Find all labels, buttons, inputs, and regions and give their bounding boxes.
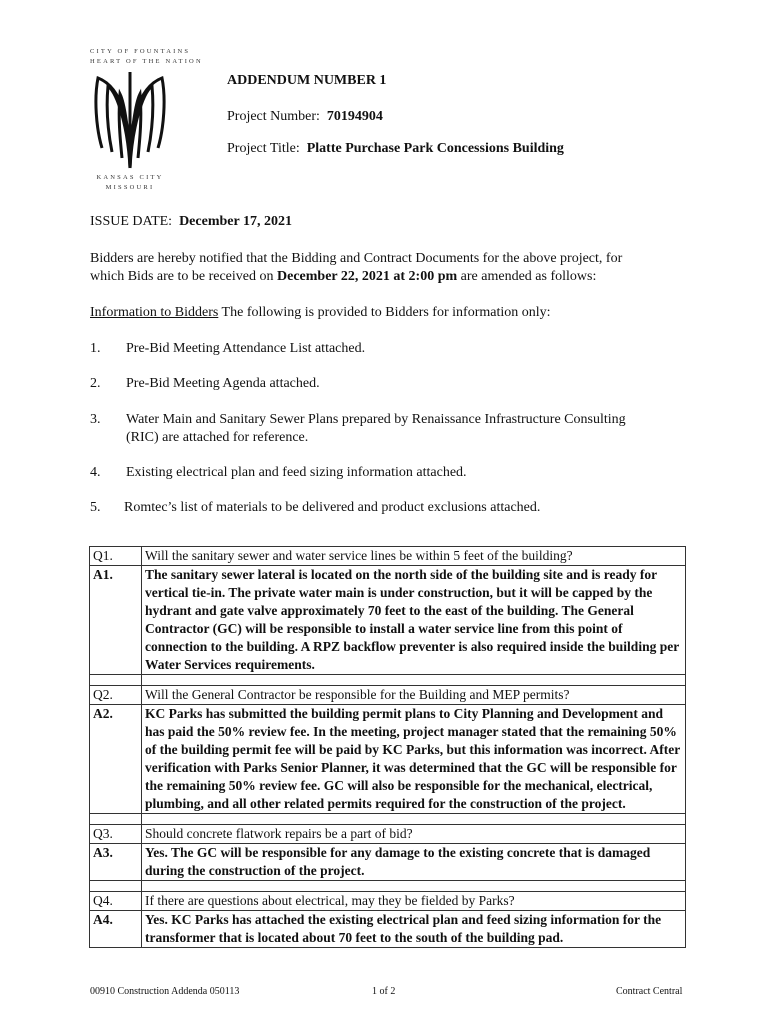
answer-row (90, 566, 686, 675)
fountain-icon (94, 68, 166, 172)
answer-text: Yes. The GC will be responsible for any damage to the existing concrete that is damaged during the construction of the project. (142, 844, 686, 881)
list-item-number: 3. (90, 412, 101, 427)
logo-bottom-line2: MISSOURI (105, 184, 155, 191)
list-item-text: Existing electrical plan and feed sizing information attached. (126, 465, 467, 480)
list-item-text: Romtec’s list of materials to be delivered and product exclusions attached. (124, 500, 541, 515)
question-text: Will the sanitary sewer and water service lines be within 5 feet of the building? (142, 547, 686, 566)
logo-bottom-line1: KANSAS CITY (96, 174, 164, 181)
issue-date-label: ISSUE DATE: (90, 214, 173, 229)
qa-table (89, 546, 686, 948)
notice-paragraph (90, 250, 700, 286)
spacer-row (90, 675, 686, 686)
question-row (90, 892, 686, 911)
answer-label: A3. (90, 844, 142, 881)
spacer-row (90, 881, 686, 892)
footer-department: Contract Central (616, 986, 683, 997)
question-text: Should concrete flatwork repairs be a part of bid? (142, 825, 686, 844)
city-logo (90, 44, 203, 194)
footer-page-number: 1 of 2 (372, 986, 396, 997)
project-number: 70194904 (326, 109, 383, 124)
answer-text: The sanitary sewer lateral is located on the north side of the building site and is ready for vertical tie-in. The private water main is under construction, but it will be capped by the hydrant and gate valve approximately 70 feet to the east of the building. The General Contractor (GC) will be responsible to install a water service line from this point of connection to the building. A RPZ backflow preventer is also required inside the building per Water Services requirements. (142, 566, 686, 675)
answer-label: A2. (90, 705, 142, 814)
answer-label: A1. (90, 566, 142, 675)
question-row (90, 825, 686, 844)
project-number-line (227, 109, 383, 125)
spacer-row (90, 814, 686, 825)
answer-row (90, 844, 686, 881)
answer-row (90, 911, 686, 948)
project-title-label: Project Title: (227, 141, 300, 156)
bid-due-date: December 22, 2021 at 2:00 pm (277, 269, 458, 284)
list-item-number: 2. (90, 376, 101, 391)
question-label: Q3. (90, 825, 142, 844)
list-item-text-line2: (RIC) are attached for reference. (126, 430, 309, 445)
info-to-bidders (90, 304, 700, 322)
answer-text: KC Parks has submitted the building permit plans to City Planning and Development and has paid the 50% review fee. In the meeting, project manager stated that the remaining 50% of the building permit fee will be paid by KC Parks, but this information was incorrect. After verification with Parks Senior Planner, it was determined that the GC will be responsible for the remaining 50% review fee. GC will also be responsible for the mechanical, electrical, plumbing, and all other related permits required for the construction of the project. (142, 705, 686, 814)
question-text: If there are questions about electrical, may they be fielded by Parks? (142, 892, 686, 911)
issue-date-line (90, 213, 700, 231)
logo-top-line2: HEART OF THE NATION (90, 58, 203, 65)
project-title-line (227, 141, 564, 157)
list-item-number: 5. (90, 500, 101, 515)
list-item-text: Pre-Bid Meeting Attendance List attached. (126, 341, 366, 356)
info-text: The following is provided to Bidders for information only: (218, 305, 551, 320)
question-text: Will the General Contractor be responsible for the Building and MEP permits? (142, 686, 686, 705)
project-number-label: Project Number: (227, 109, 320, 124)
question-label: Q1. (90, 547, 142, 566)
info-heading: Information to Bidders (90, 305, 219, 320)
answer-label: A4. (90, 911, 142, 948)
notice-text-end: are amended as follows: (457, 269, 597, 284)
list-item-text: Pre-Bid Meeting Agenda attached. (126, 376, 320, 391)
issue-date: December 17, 2021 (179, 214, 292, 229)
question-label: Q4. (90, 892, 142, 911)
footer-document-id: 00910 Construction Addenda 050113 (90, 986, 240, 997)
question-row (90, 686, 686, 705)
question-row (90, 547, 686, 566)
list-item-text-line1: Water Main and Sanitary Sewer Plans prepared by Renaissance Infrastructure Consulting (126, 412, 626, 427)
logo-top-line1: CITY OF FOUNTAINS (90, 48, 191, 55)
notice-text: which Bids are to be received on (90, 269, 277, 284)
notice-line1: Bidders are hereby notified that the Bidding and Contract Documents for the above project, for (90, 251, 623, 266)
list-item-number: 1. (90, 341, 101, 356)
answer-row (90, 705, 686, 814)
addendum-title: ADDENDUM NUMBER 1 (227, 73, 387, 88)
list-item-text (126, 411, 706, 447)
answer-text: Yes. KC Parks has attached the existing electrical plan and feed sizing information for the transformer that is located about 70 feet to the south of the building pad. (142, 911, 686, 948)
notice-line2 (90, 268, 700, 286)
question-label: Q2. (90, 686, 142, 705)
list-item-number: 4. (90, 465, 101, 480)
project-title: Platte Purchase Park Concessions Building (306, 141, 564, 156)
